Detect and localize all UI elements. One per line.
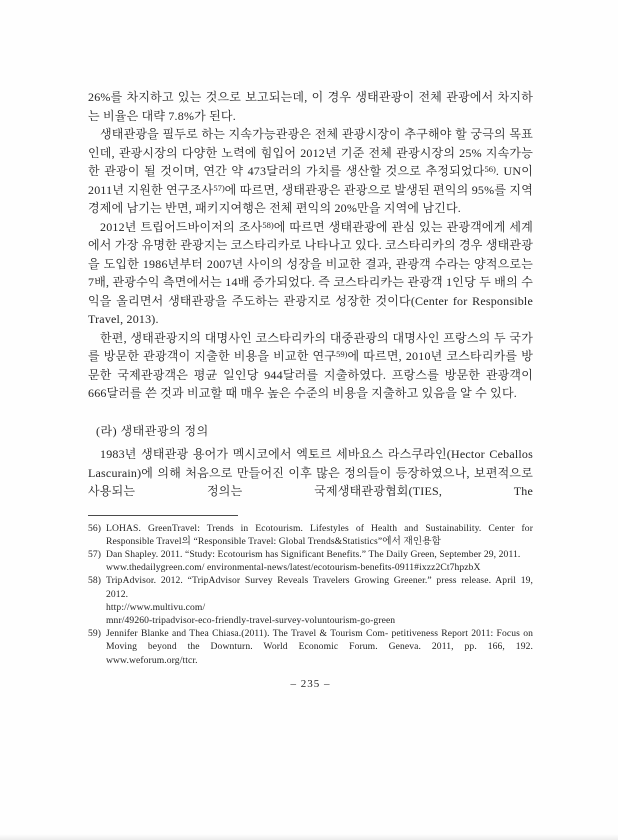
text-run: 생태관광을 필두로 하는 지속가능관광은 전체 관광시장이 추구해야 할 궁극의 목표인데, 관광시장의 다양한 노력에 힘입어 2012년 기준 전체 관광시장의 25% 지속가능한 관광이 될 것이며, 연간 약 473달러의 가치를 생산할 것으로 추정되었다 [88,127,533,178]
footnote-separator [88,515,238,516]
footnote-text: LOHAS. GreenTravel: Trends in Ecotourism. Lifestyles of Health and Sustainability. Center for Responsible Travel의 “Responsible Travel: Global Trends&Statistics”에서 재인용함 [106,522,533,547]
footnote-url: www.thedailygreen.com/ environmental-news/latest/ecotourism-benefits-0911#ixzz2Ct7hpzbX [106,562,481,574]
footnote-reference: 59) [336,349,348,359]
footnote-body [106,548,533,574]
footnotes-list [88,522,533,667]
page-number: – 235 – [290,677,331,690]
paragraph [88,218,533,329]
footnote-item [88,522,533,548]
footnote-marker: 59) [88,628,102,640]
paragraph [88,329,533,403]
text-run: 에 따르면, 생태관광은 관광으로 발생된 편익의 95%를 지역경제에 남기는 반면, 패키지여행은 전체 편익의 20%만을 지역에 남긴다. [88,182,534,215]
paragraph [88,445,533,501]
footnote-item [88,548,533,574]
scan-bottom-edge [0,834,618,840]
footnote-text: Jennifer Blanke and Thea Chiasa.(2011). The Travel & Tourism Com- petitiveness Report 2011: Focus on Moving beyond the Downturn. World Economic Forum. Geneva. 2011, pp. 166, 192. www.weforum.org/ttcr. [106,628,533,666]
footnote-marker: 58) [88,575,102,587]
footnote-url: mnr/49260-tripadvisor-eco-friendly-travel-survey-voluntourism-go-green [106,614,396,626]
footnote-body [106,522,533,548]
footnote-item [88,574,533,627]
section-heading: (라) 생태관광의 정의 [96,423,209,438]
footnote-marker: 56) [88,522,102,534]
footnote-reference: 57) [213,182,225,193]
body-text [88,88,533,501]
text-run: 26%를 차지하고 있는 것으로 보고되는데, 이 경우 생태관광이 전체 관광에서 차지하는 비율은 대략 7.8%가 된다. [88,90,533,123]
footnote-reference: 56) [484,164,496,174]
page-content [88,88,533,690]
footnote-reference: 58) [262,219,274,230]
text-run: 한편, 생태관광지의 대명사인 코스타리카의 대중관광의 대명사인 프랑스의 두 국가를 방문한 관광객이 지출한 비용을 비교한 연구 [88,330,533,363]
text-run: 에 따르면 생태관광에 관심 있는 관광객에게 세계에서 가장 유명한 관광지는 코스타리카로 나타나고 있다. 코스타리카의 경우 생태관광을 도입한 1986년부터 2007년 사이의 성장을 비교한 결과, 관광객 수라는 양적으로는 7배, 관광수익 측면에서는 14배 증가되었다. 즉 코스타리카는 관광객 1인당 두 배의 수익을 올리면서 생태관광을 주도하는 관광지로 성장한 것이다(Center for Responsible Travel, 2013). [88,219,533,326]
paragraph [88,88,533,125]
paragraph [88,125,533,218]
footnote-text: TripAdvisor. 2012. “TripAdvisor Survey Reveals Travelers Growing Greener.” press release. April 19, 2012. [106,575,533,600]
footnote-body [106,627,533,667]
footnote-body [106,574,533,627]
text-run: 1983년 생태관광 용어가 멕시코에서 엑토르 세바요스 라스쿠라인(Hector Ceballos Lascurain)에 의해 처음으로 만들어진 이후 많은 정의들이 등장하였으나, 보편적으로 사용되는 정의는 국제생태관광협회(TIES, The [88,447,533,498]
footnote-url: http://www.multivu.com/ [106,601,206,613]
text-run: . UN이 2011년 지원한 연구조사 [88,164,533,197]
text-run: 2012년 트립어드바이저의 조사 [100,219,263,234]
footnote-text: Dan Shapley. 2011. “Study: Ecotourism has Significant Benefits.” The Daily Green, September 29, 2011. [106,548,521,560]
text-run: 에 따르면, 2010년 코스타리카를 방문한 국제관광객은 평균 일인당 944달러를 지출하였다. 프랑스를 방문한 관광객이 666달러를 쓴 것과 비교할 때 매우 높은 수준의 비용을 지출하고 있음을 알 수 있다. [88,349,533,400]
footnote-item [88,627,533,667]
footnote-marker: 57) [88,548,102,560]
